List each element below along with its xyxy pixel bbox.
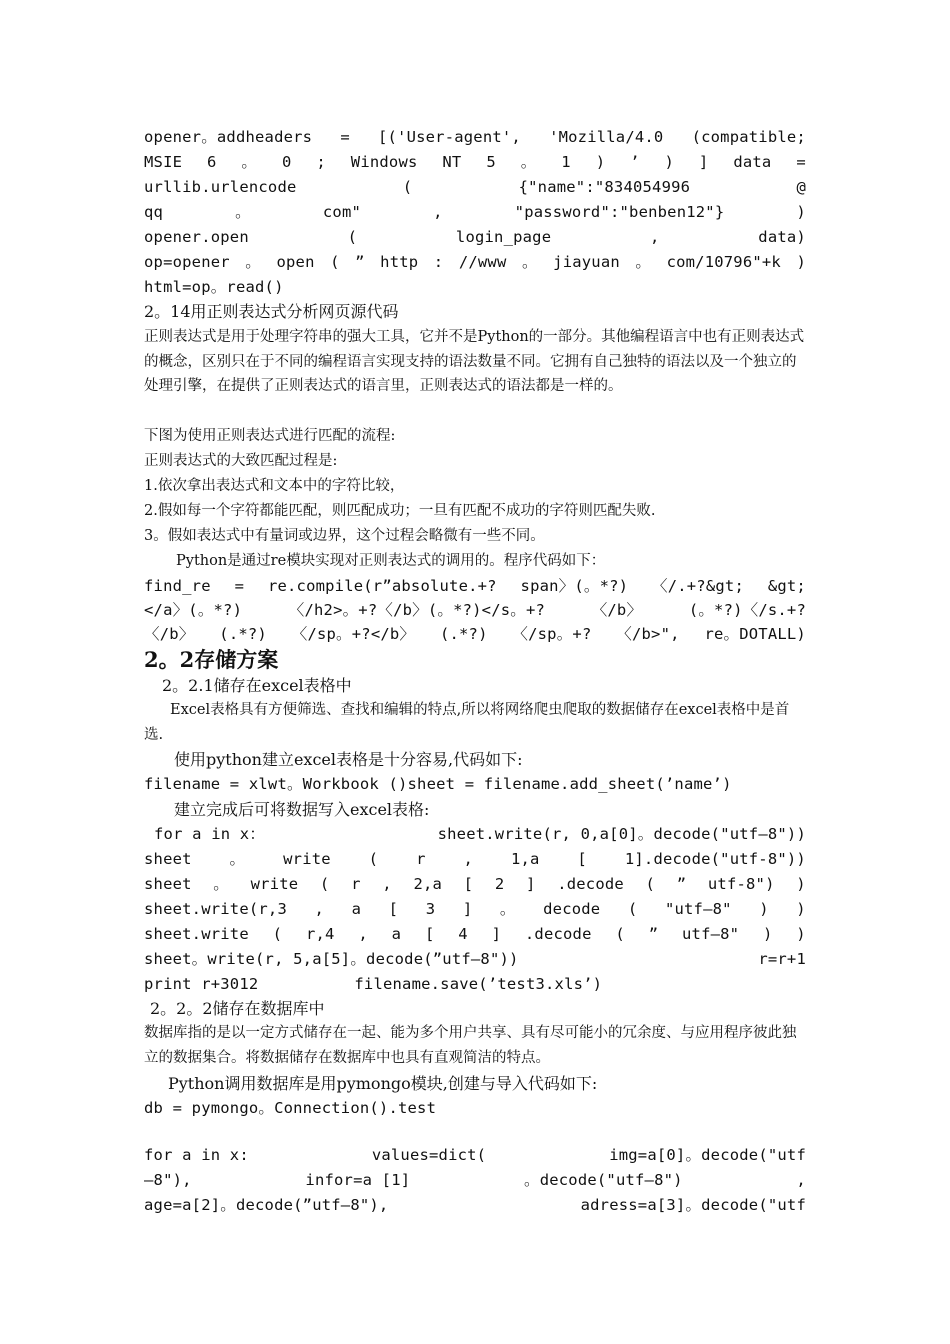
paragraph-excel: Excel表格具有方便筛选、查找和编辑的特点,所以将网络爬虫爬取的数据储存在excel表格中是首选. [144, 702, 790, 743]
list-item-2: 2.假如每一个字符都能匹配，则匹配成功；一旦有匹配不成功的字符则匹配失败. [144, 503, 656, 519]
code-line-dict-2: —8"), infor=a [1] 。decode("utf—8") , [144, 1171, 806, 1189]
code-line-workbook: filename = xlwt。Workbook ()sheet = filename.add_sheet(’name’) [144, 775, 732, 793]
subsection-heading-2-2-1: 2。2.1储存在excel表格中 [162, 676, 352, 695]
code-line-write-5: sheet。write(r, 5,a[5]。decode(”utf—8")) r=r+1 [144, 950, 806, 968]
code-line-write-1: sheet 。 write ( r , 1,a [ 1].decode("utf-8")) [144, 850, 806, 868]
code-line-write-0: for a in x： sheet.write(r, 0,a[0]。decode("utf—8")) [154, 825, 806, 843]
code-line-write-4: sheet.write ( r,4 , a [ 4 ] .decode ( ” utf—8" ) ) [144, 925, 806, 943]
code-line-opener-open: opener.open ( login_page , data) [144, 228, 806, 246]
paragraph-database: 数据库指的是以一定方式储存在一起、能为多个用户共享、具有尽可能小的冗余度、与应用程序彼此独立的数据集合。将数据储存在数据库中也具有直观简洁的特点。 [144, 1025, 797, 1066]
code-line-dict-1: for a in x: values=dict( img=a[0]。decode("utf [144, 1146, 806, 1164]
list-item-3: 3。假如表达式中有量词或边界，这个过程会略微有一些不同。 [144, 528, 545, 544]
section-heading-2-2: 2。2存储方案 [144, 647, 279, 672]
code-line-write-3: sheet.write(r,3 , a [ 3 ] 。 decode ( "utf—8" ) ) [144, 900, 806, 918]
code-line-connection: db = pymongo。Connection().test [144, 1099, 437, 1117]
code-line-urlencode: urllib.urlencode ( {"name":"834054996 @ [144, 178, 806, 196]
section-heading-2-14: 2。14用正则表达式分析网页源代码 [144, 302, 399, 321]
text-write-excel: 建立完成后可将数据写入excel表格: [174, 800, 430, 819]
text-pymongo-intro: Python调用数据库是用pymongo模块,创建与导入代码如下: [168, 1074, 598, 1093]
text-flow-line: 下图为使用正则表达式进行匹配的流程: [144, 428, 396, 444]
code-line-read: html=op。read() [144, 278, 284, 296]
subsection-heading-2-2-2: 2。2。2储存在数据库中 [150, 999, 325, 1018]
text-build-excel: 使用python建立excel表格是十分容易,代码如下: [174, 750, 523, 769]
text-process-line: 正则表达式的大致匹配过程是: [144, 453, 338, 469]
code-line-op-open: op=opener 。 open ( ” http : //www 。 jiayuan 。 com/10796"+k ) [144, 253, 806, 271]
code-line-addheaders: opener。addheaders = [('User-agent', 'Mozilla/4.0 (compatible; [144, 128, 806, 146]
code-line-msie: MSIE 6 。 0 ; Windows NT 5 。 1 ) ’ ) ] data = [144, 153, 806, 171]
code-line-dict-3: age=a[2]。decode(”utf—8"), adress=a[3]。decode("utf [144, 1196, 806, 1214]
code-line-regex-3: 〈/b〉 (.*?) 〈/sp。+?</b〉 (.*?) 〈/sp。+? 〈/b>", re。DOTALL) [144, 625, 806, 643]
code-line-regex-1: find_re = re.compile(r”absolute.+? span〉(。*?) 〈/.+?&gt; &gt; [144, 577, 806, 595]
code-line-password: qq 。 com" , "password":"benben12"} ) [144, 203, 806, 221]
list-item-1: 1.依次拿出表达式和文本中的字符比较， [144, 478, 405, 494]
code-line-write-2: sheet 。 write ( r , 2,a [ 2 ] .decode ( ” utf-8") ) [144, 875, 806, 893]
paragraph-regex-intro: 正则表达式是用于处理字符串的强大工具，它并不是Python的一部分。其他编程语言中也有正则表达式的概念，区别只在于不同的编程语言实现支持的语法数量不同。它拥有自己独特的语法以及一个独立的处理引擎，在提供了正则表达式的语言里，正则表达式的语法都是一样的。 [144, 329, 805, 394]
code-line-regex-2: </a〉(。*?) 〈/h2>。+?〈/b〉(。*?)</s。+? 〈/b〉 (。*?)〈/s.+? [144, 601, 806, 619]
text-python-re-intro: Python是通过re模块实现对正则表达式的调用的。程序代码如下： [176, 553, 606, 569]
code-line-save: print r+3012 filename.save(’test3.xls’) [144, 975, 603, 993]
